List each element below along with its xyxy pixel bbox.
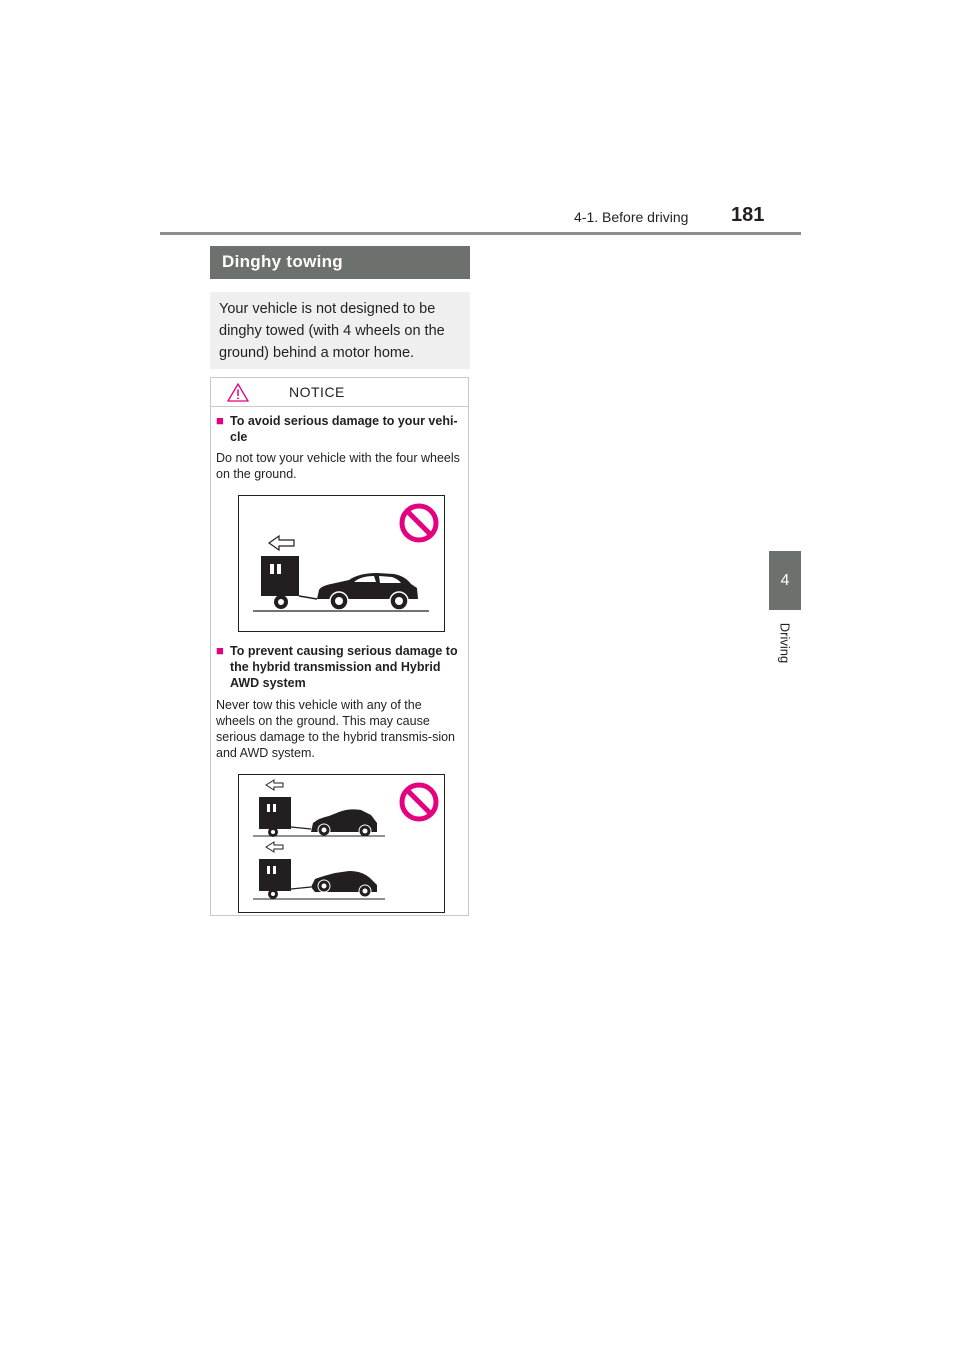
chapter-label: Driving: [777, 622, 793, 664]
section-title: Dinghy towing: [222, 252, 343, 271]
intro-box: [210, 292, 470, 369]
page-number: 181: [731, 204, 765, 226]
bullet-square-icon: ■: [216, 413, 224, 428]
warning-triangle-icon: [227, 383, 249, 402]
section-heading: [210, 246, 470, 279]
prohibition-icon: [402, 506, 436, 540]
notice-item-body: Never tow this vehicle with any of the wheels on the ground. This may cause serious damage to the hybrid transmis-sion and AWD system.: [216, 698, 456, 760]
notice-item-heading: ■ To avoid serious damage to your vehi-cle: [216, 413, 458, 444]
illustration-four-wheels-towing: [238, 495, 445, 632]
running-header-section: 4-1. Before driving: [574, 209, 689, 225]
notice-item-body: Do not tow your vehicle with the four wheels on the ground.: [216, 451, 460, 481]
notice-header: [211, 378, 468, 407]
notice-box: [210, 377, 469, 916]
arrow-left-icon: [269, 536, 294, 550]
prohibition-icon: [402, 785, 436, 819]
notice-title: NOTICE: [289, 384, 345, 400]
chapter-tab: 4: [769, 551, 801, 610]
illustration-any-wheels-towing: [238, 774, 445, 913]
header-rule: [160, 232, 801, 235]
intro-text: Your vehicle is not designed to be dinghy towed (with 4 wheels on the ground) behind a motor home.: [219, 301, 445, 361]
bullet-square-icon: ■: [216, 643, 224, 658]
notice-item-heading: ■ To prevent causing serious damage to the hybrid transmission and Hybrid AWD system: [216, 643, 458, 690]
